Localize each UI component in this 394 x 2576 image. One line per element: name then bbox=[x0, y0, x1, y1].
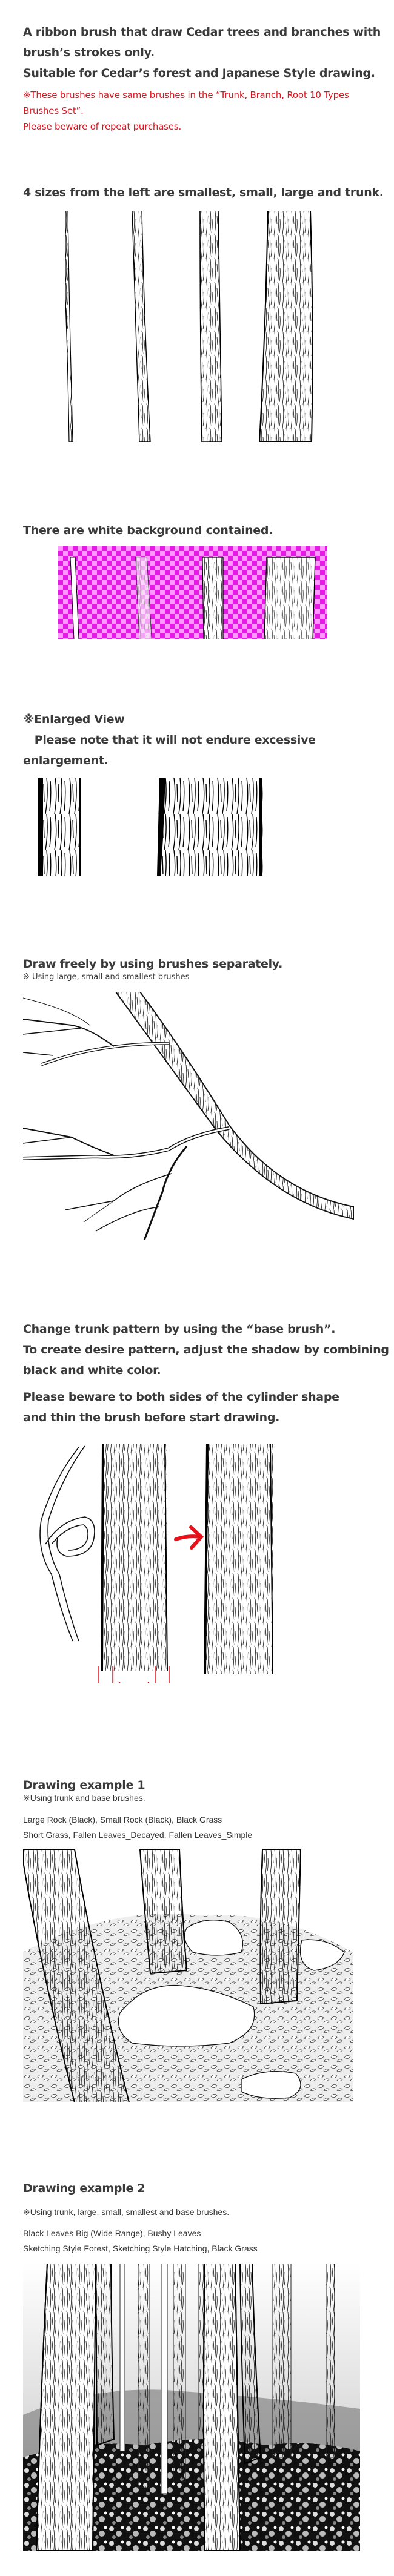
material-line: Large Rock (Black), Small Rock (Black), Black Grass bbox=[23, 1815, 222, 1825]
draw-freely-heading: Draw freely by using brushes separately. bbox=[23, 957, 283, 971]
base-brush-line: black and white color. bbox=[23, 1364, 161, 1377]
base-brush-line: Please beware to both sides of the cylinder shape bbox=[23, 1390, 339, 1404]
intro-line: Suitable for Cedar’s forest and Japanese Style drawing. bbox=[23, 67, 375, 80]
right-arrow-icon bbox=[176, 1527, 201, 1548]
brush-sizes-illustration bbox=[61, 211, 321, 442]
duplicate-warning: ※These brushes have same brushes in the “Trunk, Branch, Root 10 Types bbox=[23, 90, 349, 101]
base-brush-line: Change trunk pattern by using the “base brush”. bbox=[23, 1323, 336, 1336]
example1-materials bbox=[23, 1812, 252, 1843]
example2-heading: Drawing example 2 bbox=[23, 2182, 145, 2195]
drawing-example-2 bbox=[23, 2264, 360, 2551]
example1-note: ※Using trunk and base brushes. bbox=[23, 1793, 145, 1803]
enlarged-view-title: ※Enlarged View bbox=[23, 713, 125, 726]
example2-materials bbox=[23, 2226, 258, 2256]
intro-section bbox=[23, 22, 381, 134]
result-trunk bbox=[205, 1444, 273, 1674]
drawing-example-1 bbox=[23, 1849, 353, 2102]
white-background-heading: There are white background contained. bbox=[23, 524, 273, 537]
sizes-heading: 4 sizes from the left are smallest, small, large and trunk. bbox=[23, 186, 384, 199]
repeat-purchase-warning: Please beware of repeat purchases. bbox=[23, 121, 182, 132]
enlarged-view-note: Please note that it will not endure excessive bbox=[23, 733, 316, 747]
enlarged-large-brush bbox=[157, 778, 264, 876]
branch-drawing bbox=[23, 992, 354, 1240]
large-brush-stroke bbox=[200, 211, 222, 442]
base-brush-line: To create desire pattern, adjust the shadow by combining bbox=[23, 1343, 389, 1356]
intro-line: A ribbon brush that draw Cedar trees and branches with bbox=[23, 25, 381, 39]
material-line: Black Leaves Big (Wide Range), Bushy Leaves bbox=[23, 2228, 201, 2238]
base-trunk bbox=[102, 1444, 167, 1671]
white-background-brushes bbox=[58, 557, 327, 639]
intro-line: brush’s strokes only. bbox=[23, 46, 155, 59]
example2-note: ※Using trunk, large, small, smallest and base brushes. bbox=[23, 2207, 230, 2217]
base-brush-section bbox=[23, 1319, 389, 1428]
enlarged-view-note: enlargement. bbox=[23, 754, 109, 767]
example1-heading: Drawing example 1 bbox=[23, 1778, 145, 1792]
small-brush-stroke bbox=[132, 211, 150, 442]
enlarged-view-section bbox=[23, 709, 316, 771]
duplicate-warning: Brushes Set”. bbox=[23, 105, 84, 116]
material-line: Short Grass, Fallen Leaves_Decayed, Fallen Leaves_Simple bbox=[23, 1830, 253, 1840]
draw-freely-note: ※ Using large, small and smallest brushes bbox=[23, 973, 190, 982]
smallest-brush-stroke bbox=[65, 211, 73, 442]
base-brush-illustration bbox=[24, 1429, 364, 1683]
trunk-brush-stroke bbox=[259, 211, 313, 442]
material-line: Sketching Style Forest, Sketching Style Hatching, Black Grass bbox=[23, 2244, 258, 2253]
base-brush-line: and thin the brush before start drawing. bbox=[23, 1411, 280, 1424]
base-brush-curl bbox=[40, 1446, 95, 1641]
enlarged-small-brush bbox=[38, 778, 82, 876]
